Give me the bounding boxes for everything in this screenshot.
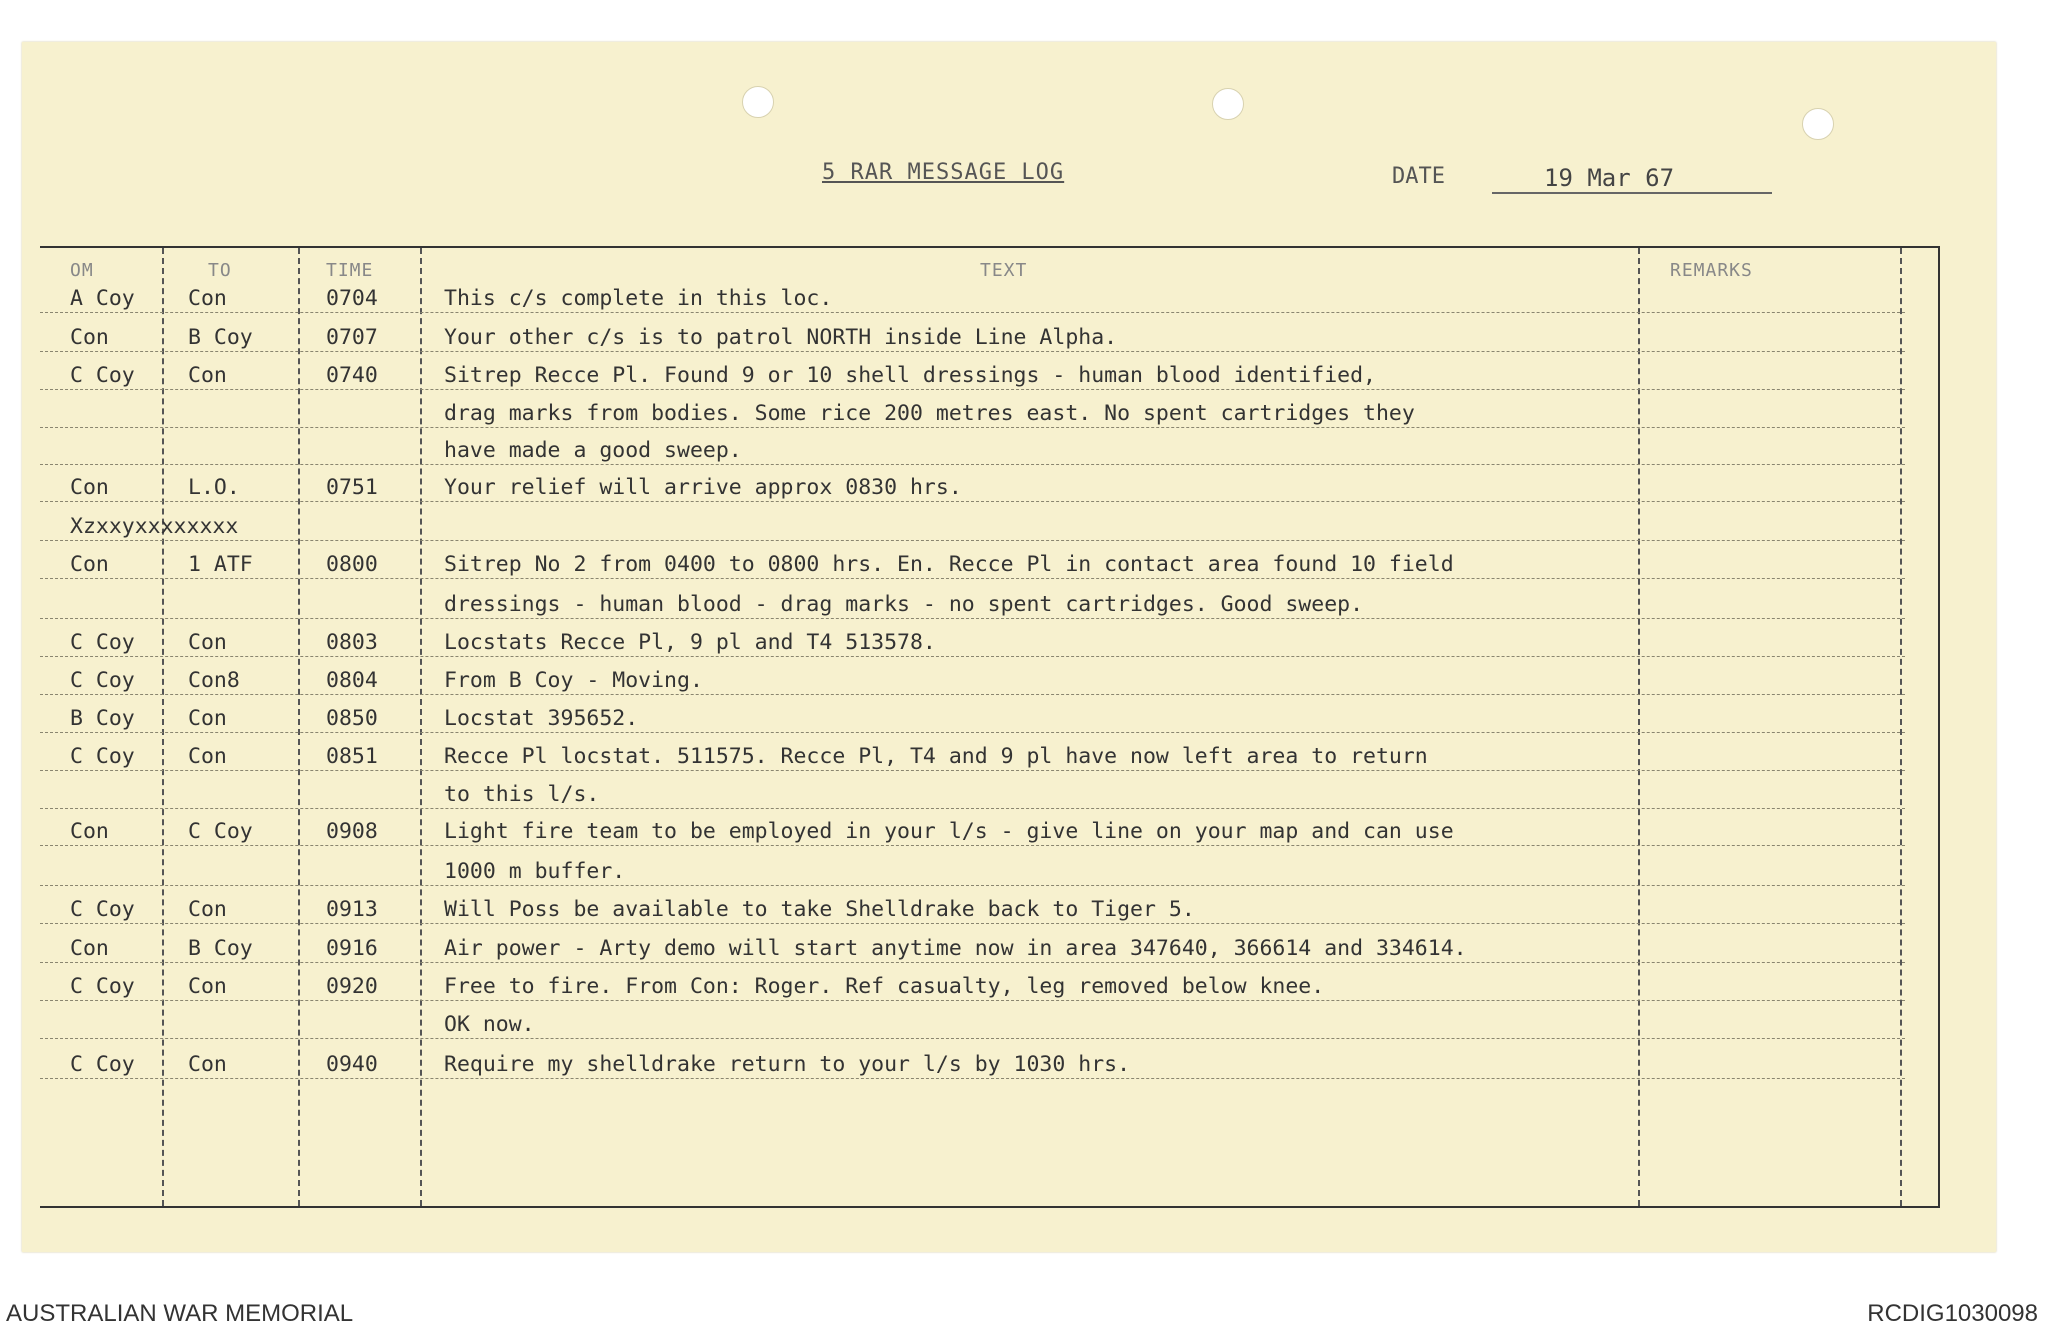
cell-time: 0920 bbox=[326, 974, 378, 999]
cell-text: Your relief will arrive approx 0830 hrs. bbox=[444, 475, 962, 500]
cell-from: C Coy bbox=[70, 668, 135, 693]
cell-time: 0704 bbox=[326, 286, 378, 311]
table-row bbox=[40, 970, 1905, 1001]
cell-to: C Coy bbox=[188, 819, 253, 844]
cell-from: B Coy bbox=[70, 706, 135, 731]
cell-time: 0913 bbox=[326, 897, 378, 922]
cell-text: Sitrep Recce Pl. Found 9 or 10 shell dressings - human blood identified, bbox=[444, 363, 1376, 388]
col-header-to: TO bbox=[208, 260, 232, 281]
cell-to: B Coy bbox=[188, 936, 253, 961]
log-title: 5 RAR MESSAGE LOG bbox=[822, 160, 1065, 185]
cell-time: 0800 bbox=[326, 552, 378, 577]
table-row bbox=[40, 702, 1905, 733]
cell-text: to this l/s. bbox=[444, 782, 600, 807]
cell-time: 0804 bbox=[326, 668, 378, 693]
cell-text: Locstats Recce Pl, 9 pl and T4 513578. bbox=[444, 630, 936, 655]
table-row bbox=[40, 471, 1905, 502]
cell-to: 1 ATF bbox=[188, 552, 253, 577]
col-header-text: TEXT bbox=[980, 260, 1028, 281]
cell-text: From B Coy - Moving. bbox=[444, 668, 703, 693]
cell-time: 0851 bbox=[326, 744, 378, 769]
cell-text: Recce Pl locstat. 511575. Recce Pl, T4 and 9 pl have now left area to return bbox=[444, 744, 1428, 769]
cell-time: 0707 bbox=[326, 325, 378, 350]
cell-from: C Coy bbox=[70, 744, 135, 769]
cell-time: 0751 bbox=[326, 475, 378, 500]
table-row bbox=[40, 434, 1905, 465]
cell-from: C Coy bbox=[70, 897, 135, 922]
table-row bbox=[40, 1008, 1905, 1039]
cell-time: 0850 bbox=[326, 706, 378, 731]
date-value: 19 Mar 67 bbox=[1492, 164, 1772, 194]
cell-text: Locstat 395652. bbox=[444, 706, 639, 731]
date-label: DATE bbox=[1392, 164, 1445, 189]
table-row bbox=[40, 321, 1905, 352]
cell-from: Con bbox=[70, 936, 109, 961]
col-header-time: TIME bbox=[326, 260, 374, 281]
cell-text: Require my shelldrake return to your l/s by 1030 hrs. bbox=[444, 1052, 1131, 1077]
table-row bbox=[40, 588, 1905, 619]
cell-from: Xzxxyxxxxxxxx bbox=[70, 514, 239, 539]
punch-hole bbox=[742, 86, 774, 118]
cell-text: have made a good sweep. bbox=[444, 438, 742, 463]
table-row bbox=[40, 282, 1905, 313]
cell-to: Con bbox=[188, 286, 227, 311]
table-row bbox=[40, 778, 1905, 809]
table-row bbox=[40, 626, 1905, 657]
cell-to: Con bbox=[188, 630, 227, 655]
message-table bbox=[40, 246, 1940, 1208]
table-row bbox=[40, 397, 1905, 428]
col-header-from: OM bbox=[70, 260, 94, 281]
cell-from: C Coy bbox=[70, 630, 135, 655]
table-row bbox=[40, 1048, 1905, 1079]
table-row bbox=[40, 359, 1905, 390]
cell-text: Sitrep No 2 from 0400 to 0800 hrs. En. Recce Pl in contact area found 10 field bbox=[444, 552, 1454, 577]
table-row bbox=[40, 740, 1905, 771]
cell-from: Con bbox=[70, 325, 109, 350]
cell-text: Air power - Arty demo will start anytime now in area 347640, 366614 and 334614. bbox=[444, 936, 1467, 961]
cell-from: C Coy bbox=[70, 1052, 135, 1077]
cell-to: Con8 bbox=[188, 668, 240, 693]
table-row bbox=[40, 548, 1905, 579]
punch-hole bbox=[1802, 108, 1834, 140]
cell-to: Con bbox=[188, 706, 227, 731]
cell-time: 0908 bbox=[326, 819, 378, 844]
cell-text: Free to fire. From Con: Roger. Ref casualty, leg removed below knee. bbox=[444, 974, 1325, 999]
cell-to: Con bbox=[188, 897, 227, 922]
cell-text: OK now. bbox=[444, 1012, 535, 1037]
cell-to: B Coy bbox=[188, 325, 253, 350]
cell-time: 0940 bbox=[326, 1052, 378, 1077]
cell-to: Con bbox=[188, 744, 227, 769]
cell-time: 0803 bbox=[326, 630, 378, 655]
cell-to: Con bbox=[188, 1052, 227, 1077]
table-row bbox=[40, 893, 1905, 924]
table-row bbox=[40, 510, 1905, 541]
table-row bbox=[40, 932, 1905, 963]
cell-text: 1000 m buffer. bbox=[444, 859, 626, 884]
footer-id: RCDIG1030098 bbox=[1867, 1300, 2038, 1327]
col-header-remarks: REMARKS bbox=[1670, 260, 1753, 281]
cell-from: Con bbox=[70, 819, 109, 844]
cell-text: Your other c/s is to patrol NORTH inside Line Alpha. bbox=[444, 325, 1118, 350]
cell-from: A Coy bbox=[70, 286, 135, 311]
cell-time: 0740 bbox=[326, 363, 378, 388]
cell-from: Con bbox=[70, 475, 109, 500]
punch-hole bbox=[1212, 88, 1244, 120]
cell-to: Con bbox=[188, 974, 227, 999]
cell-to: L.O. bbox=[188, 475, 240, 500]
table-row bbox=[40, 815, 1905, 846]
table-row bbox=[40, 855, 1905, 886]
cell-text: This c/s complete in this loc. bbox=[444, 286, 833, 311]
cell-text: drag marks from bodies. Some rice 200 metres east. No spent cartridges they bbox=[444, 401, 1415, 426]
cell-text: dressings - human blood - drag marks - no spent cartridges. Good sweep. bbox=[444, 592, 1364, 617]
log-sheet bbox=[22, 42, 1996, 1252]
cell-text: Will Poss be available to take Shelldrake back to Tiger 5. bbox=[444, 897, 1195, 922]
cell-time: 0916 bbox=[326, 936, 378, 961]
cell-to: Con bbox=[188, 363, 227, 388]
cell-from: C Coy bbox=[70, 363, 135, 388]
footer-source: AUSTRALIAN WAR MEMORIAL bbox=[6, 1300, 354, 1327]
table-row bbox=[40, 664, 1905, 695]
cell-from: C Coy bbox=[70, 974, 135, 999]
cell-from: Con bbox=[70, 552, 109, 577]
cell-text: Light fire team to be employed in your l/s - give line on your map and can use bbox=[444, 819, 1454, 844]
